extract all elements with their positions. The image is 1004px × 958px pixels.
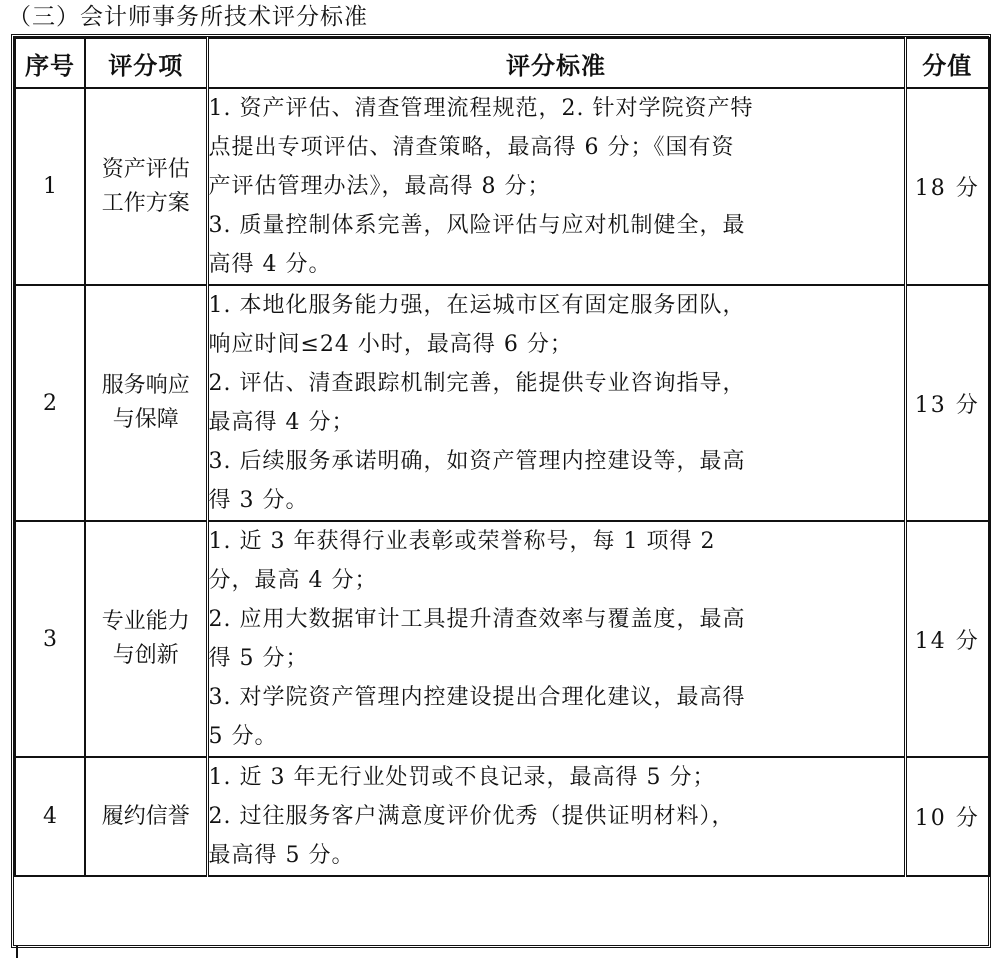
row-index: 4: [15, 757, 85, 876]
criteria-line: 得 3 分。: [208, 488, 309, 513]
criteria-line: 分，最高 4 分；: [208, 568, 378, 593]
item-line: 资产评估: [101, 156, 190, 182]
item-line: 履约信誉: [101, 803, 190, 829]
row-criteria: [207, 757, 905, 876]
criteria-line: 2. 应用大数据审计工具提升清查效率与覆盖度，最高: [208, 607, 746, 632]
criteria-line: 点提出专项评估、清查策略，最高得 6 分；《国有资: [208, 135, 735, 160]
row-score: 18 分: [905, 88, 989, 285]
criteria-line: 1. 资产评估、清查管理流程规范，2. 针对学院资产特: [208, 96, 754, 121]
criteria-line: 3. 后续服务承诺明确，如资产管理内控建设等，最高: [208, 449, 746, 474]
criteria-line: 最高得 4 分；: [208, 410, 355, 435]
criteria-line: 2. 评估、清查跟踪机制完善，能提供专业咨询指导，: [208, 371, 746, 396]
table-row: [15, 757, 989, 876]
criteria-line: 2. 过往服务客户满意度评价优秀（提供证明材料），: [208, 804, 735, 829]
item-line: 专业能力: [101, 609, 190, 634]
row-criteria: [207, 521, 905, 757]
row-index: 3: [15, 521, 85, 757]
row-criteria: [207, 285, 905, 521]
table-row: [15, 88, 989, 285]
row-item: [85, 285, 207, 521]
section-heading: （三）会计师事务所技术评分标准: [8, 4, 368, 30]
criteria-line: 产评估管理办法》，最高得 8 分；: [208, 174, 551, 199]
table-row: [15, 521, 989, 757]
row-item: [85, 521, 207, 757]
item-line: 工作方案: [101, 190, 190, 216]
scoring-table: [14, 37, 990, 877]
row-index: 2: [15, 285, 85, 521]
row-item: [85, 88, 207, 285]
row-item: [85, 757, 207, 876]
row-score: 13 分: [905, 285, 989, 521]
criteria-line: 5 分。: [208, 724, 278, 749]
row-index: 1: [15, 88, 85, 285]
criteria-line: 3. 对学院资产管理内控建设提出合理化建议，最高得: [208, 685, 746, 710]
criteria-line: 高得 4 分。: [208, 252, 332, 277]
criteria-line: 最高得 5 分。: [208, 843, 355, 868]
header-item: 评分项: [85, 38, 207, 88]
row-score: 14 分: [905, 521, 989, 757]
header-index: 序号: [15, 38, 85, 88]
table-bottom-edge: [16, 946, 18, 958]
item-line: 与保障: [112, 407, 179, 432]
header-criteria: 评分标准: [207, 38, 905, 88]
item-line: 与创新: [112, 643, 179, 668]
table-header-row: [15, 38, 989, 88]
header-score: 分值: [905, 38, 989, 88]
table-row: [15, 285, 989, 521]
row-criteria: [207, 88, 905, 285]
criteria-line: 1. 本地化服务能力强，在运城市区有固定服务团队，: [208, 293, 746, 318]
criteria-line: 得 5 分；: [208, 646, 309, 671]
item-line: 服务响应: [101, 373, 190, 398]
criteria-line: 1. 近 3 年获得行业表彰或荣誉称号，每 1 项得 2: [208, 529, 716, 554]
row-score: 10 分: [905, 757, 989, 876]
criteria-line: 3. 质量控制体系完善，风险评估与应对机制健全，最: [208, 213, 746, 238]
criteria-line: 响应时间≤24 小时，最高得 6 分；: [208, 332, 573, 357]
criteria-line: 1. 近 3 年无行业处罚或不良记录，最高得 5 分；: [208, 765, 716, 790]
